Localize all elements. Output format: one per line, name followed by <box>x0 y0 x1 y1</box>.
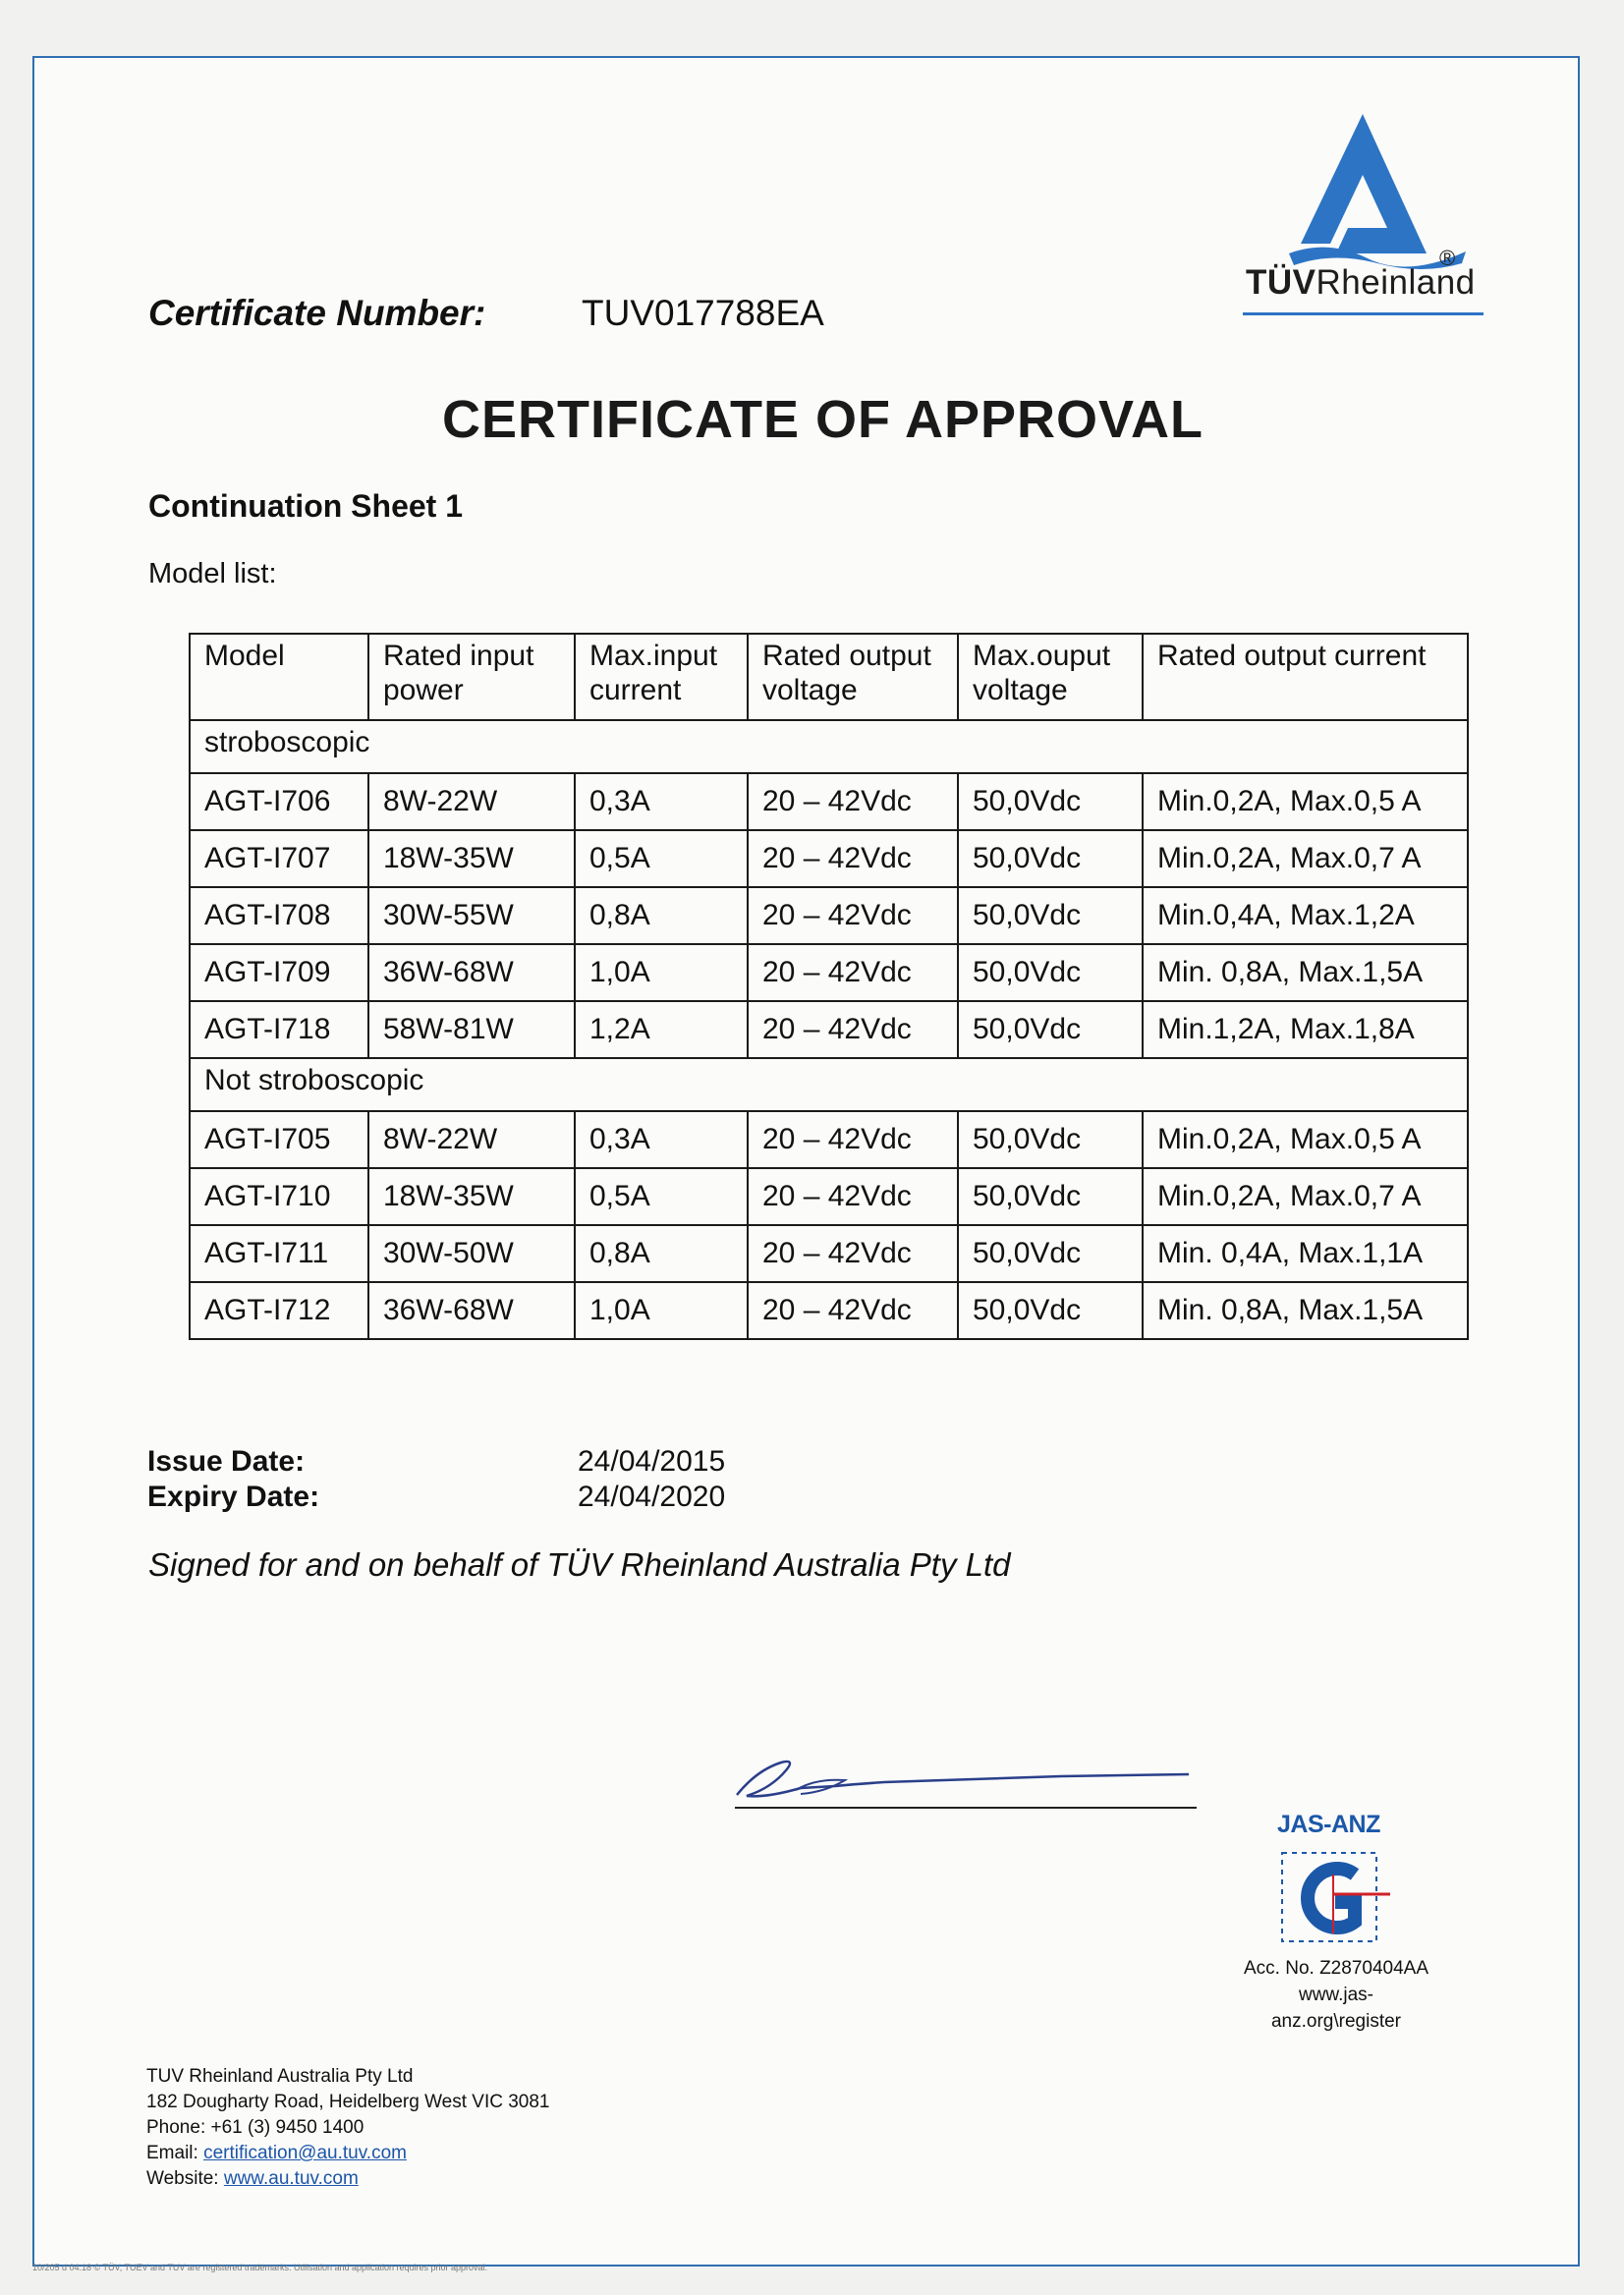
table-row <box>190 1111 1468 1168</box>
table-cell: 50,0Vdc <box>958 773 1143 830</box>
expiry-date-label: Expiry Date: <box>147 1481 320 1513</box>
table-cell: Min.0,2A, Max.0,7 A <box>1143 1168 1468 1225</box>
expiry-date-value: 24/04/2020 <box>578 1481 726 1513</box>
table-row <box>190 1225 1468 1282</box>
table-cell: Min.0,4A, Max.1,2A <box>1143 887 1468 944</box>
table-cell: 1,0A <box>575 944 748 1001</box>
table-cell: AGT-I708 <box>190 887 368 944</box>
table-header-row <box>190 634 1468 720</box>
table-cell: 50,0Vdc <box>958 1282 1143 1339</box>
table-cell: 50,0Vdc <box>958 830 1143 887</box>
table-cell: 20 – 42Vdc <box>748 830 958 887</box>
jas-anz-register-url: www.jas-anz.org\register <box>1270 1985 1401 2032</box>
group-label: Not stroboscopic <box>190 1058 1468 1111</box>
table-cell: 18W-35W <box>368 1168 575 1225</box>
date-values <box>578 1444 725 1515</box>
table-cell: 8W-22W <box>368 1111 575 1168</box>
table-cell: 20 – 42Vdc <box>748 1168 958 1225</box>
date-labels <box>147 1444 319 1515</box>
table-cell: 36W-68W <box>368 944 575 1001</box>
footer-address: 182 Dougharty Road, Heidelberg West VIC 3081 <box>146 2092 550 2112</box>
table-cell: 0,3A <box>575 1111 748 1168</box>
group-row <box>190 1058 1468 1111</box>
table-cell: 1,2A <box>575 1001 748 1058</box>
table-cell: 8W-22W <box>368 773 575 830</box>
signature-line <box>735 1807 1197 1809</box>
footer-company: TUV Rheinland Australia Pty Ltd <box>146 2066 414 2087</box>
table-cell: Min.0,2A, Max.0,5 A <box>1143 1111 1468 1168</box>
footer-website-line: Website: www.au.tuv.com <box>146 2168 359 2189</box>
table-cell: 58W-81W <box>368 1001 575 1058</box>
table-cell: 30W-55W <box>368 887 575 944</box>
table-cell: Min.0,2A, Max.0,7 A <box>1143 830 1468 887</box>
table-cell: AGT-I705 <box>190 1111 368 1168</box>
table-cell: AGT-I711 <box>190 1225 368 1282</box>
table-cell: Min. 0,4A, Max.1,1A <box>1143 1225 1468 1282</box>
table-cell: Min. 0,8A, Max.1,5A <box>1143 1282 1468 1339</box>
table-row <box>190 830 1468 887</box>
table-cell: Min.1,2A, Max.1,8A <box>1143 1001 1468 1058</box>
accreditation-number: Acc. No. Z2870404AA <box>1244 1958 1428 1979</box>
column-header: Rated output voltage <box>748 634 958 720</box>
table-cell: 0,8A <box>575 1225 748 1282</box>
signed-statement: Signed for and on behalf of TÜV Rheinland Australia Pty Ltd <box>148 1546 1011 1583</box>
issue-date-label: Issue Date: <box>147 1445 306 1478</box>
continuation-sheet-label: Continuation Sheet 1 <box>148 488 463 524</box>
table-cell: 20 – 42Vdc <box>748 1282 958 1339</box>
table-cell: 50,0Vdc <box>958 887 1143 944</box>
footer-email-line: Email: certification@au.tuv.com <box>146 2143 407 2163</box>
registered-mark: ® <box>1439 246 1456 270</box>
model-list-label: Model list: <box>148 558 277 589</box>
table-cell: Min.0,2A, Max.0,5 A <box>1143 773 1468 830</box>
column-header: Model <box>190 634 368 720</box>
group-label: stroboscopic <box>190 720 1468 773</box>
group-row <box>190 720 1468 773</box>
logo-underline <box>1243 312 1484 315</box>
table-cell: Min. 0,8A, Max.1,5A <box>1143 944 1468 1001</box>
email-link[interactable]: certification@au.tuv.com <box>203 2143 407 2163</box>
issue-date-value: 24/04/2015 <box>578 1445 726 1478</box>
table-cell: AGT-I707 <box>190 830 368 887</box>
certificate-number: TUV017788EA <box>582 293 824 333</box>
jas-anz-accreditation <box>1243 1955 1429 2035</box>
table-cell: 20 – 42Vdc <box>748 1001 958 1058</box>
table-cell: 20 – 42Vdc <box>748 944 958 1001</box>
table-row <box>190 887 1468 944</box>
table-cell: 0,5A <box>575 830 748 887</box>
table-row <box>190 1001 1468 1058</box>
page-title: CERTIFICATE OF APPROVAL <box>442 390 1204 449</box>
table-cell: 20 – 42Vdc <box>748 773 958 830</box>
table-cell: 1,0A <box>575 1282 748 1339</box>
table-row <box>190 1282 1468 1339</box>
table-cell: AGT-I710 <box>190 1168 368 1225</box>
website-link[interactable]: www.au.tuv.com <box>223 2168 359 2189</box>
table-cell: 20 – 42Vdc <box>748 1225 958 1282</box>
column-header: Rated output current <box>1143 634 1468 720</box>
footer-contact <box>146 2064 550 2192</box>
table-row <box>190 944 1468 1001</box>
signature-image <box>727 1741 1199 1810</box>
table-row <box>190 773 1468 830</box>
table-cell: AGT-I712 <box>190 1282 368 1339</box>
table-cell: AGT-I718 <box>190 1001 368 1058</box>
table-cell: 50,0Vdc <box>958 1225 1143 1282</box>
table-cell: 50,0Vdc <box>958 1168 1143 1225</box>
table-cell: 50,0Vdc <box>958 1111 1143 1168</box>
table-cell: 0,3A <box>575 773 748 830</box>
footer-phone: Phone: +61 (3) 9450 1400 <box>146 2117 364 2138</box>
table-cell: 0,8A <box>575 887 748 944</box>
table-cell: 20 – 42Vdc <box>748 887 958 944</box>
tuv-rheinland-wordmark: TÜVRheinland <box>1246 263 1476 302</box>
table-cell: 18W-35W <box>368 830 575 887</box>
table-cell: 20 – 42Vdc <box>748 1111 958 1168</box>
table-cell: 50,0Vdc <box>958 944 1143 1001</box>
table-cell: AGT-I709 <box>190 944 368 1001</box>
jas-anz-title: JAS-ANZ <box>1277 1811 1380 1838</box>
model-table <box>189 633 1469 1340</box>
table-cell: 30W-50W <box>368 1225 575 1282</box>
table-row <box>190 1168 1468 1225</box>
table-cell: 0,5A <box>575 1168 748 1225</box>
table-cell: 36W-68W <box>368 1282 575 1339</box>
fine-print: 10/205 d 04.18 © TÜV, TUEV and TUV are registered trademarks. Utilisation and application requires prior approval. <box>32 2263 488 2272</box>
column-header: Max.input current <box>575 634 748 720</box>
table-cell: 50,0Vdc <box>958 1001 1143 1058</box>
table-cell: AGT-I706 <box>190 773 368 830</box>
jas-anz-mark-icon <box>1274 1845 1392 1953</box>
certificate-number-label: Certificate Number: <box>148 293 486 333</box>
column-header: Rated input power <box>368 634 575 720</box>
column-header: Max.ouput voltage <box>958 634 1143 720</box>
